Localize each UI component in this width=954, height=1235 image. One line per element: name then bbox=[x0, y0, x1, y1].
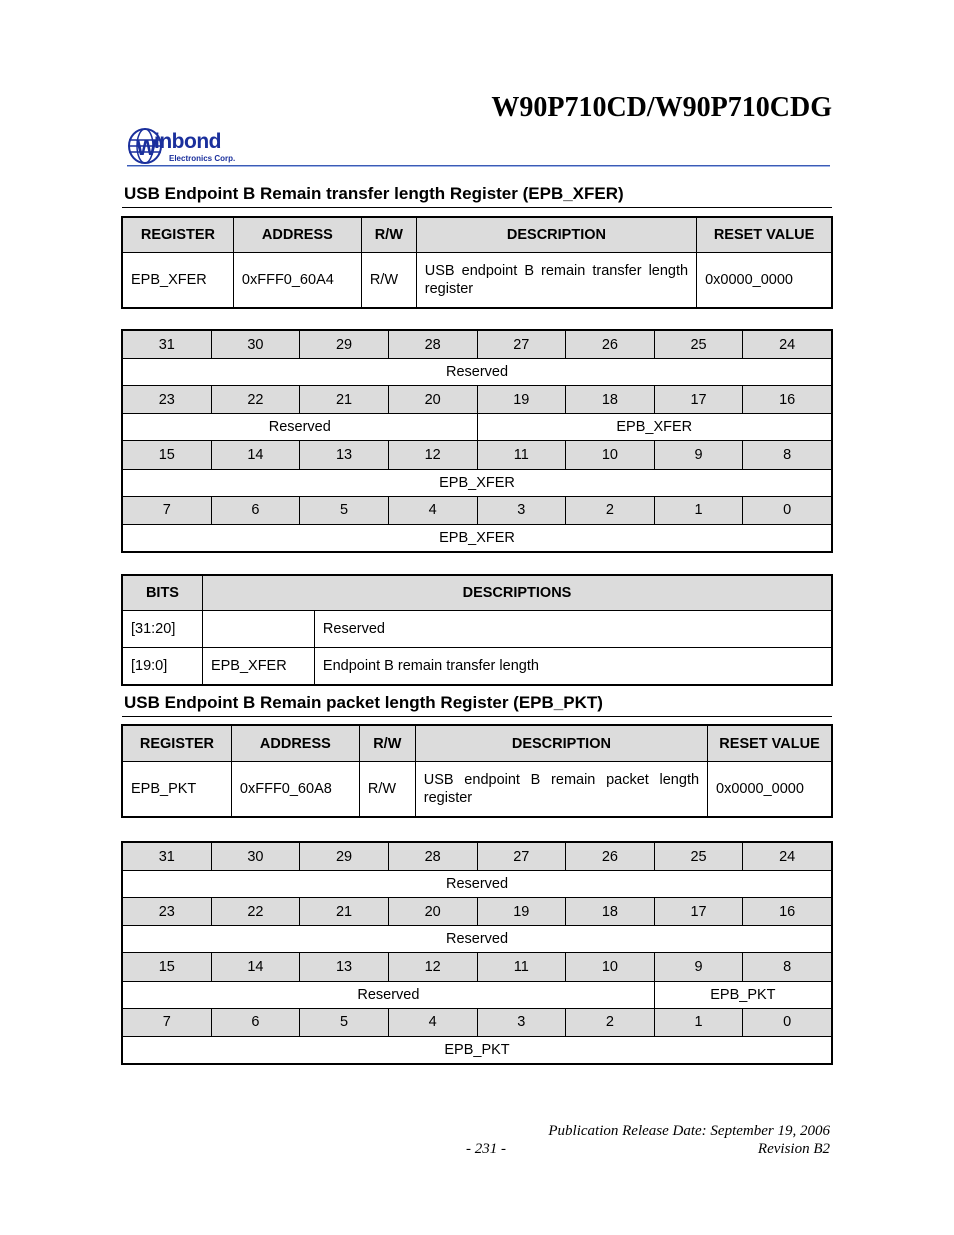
bit-number: 12 bbox=[388, 441, 477, 469]
bit-number: 9 bbox=[654, 441, 743, 469]
bit-number: 13 bbox=[300, 441, 389, 469]
bit-number: 13 bbox=[300, 953, 389, 981]
header-descriptions: DESCRIPTIONS bbox=[202, 576, 831, 611]
bit-number: 5 bbox=[300, 1008, 389, 1036]
bit-number: 21 bbox=[300, 898, 389, 926]
bit-field-row bbox=[123, 359, 832, 386]
bits-field: EPB_XFER bbox=[202, 648, 314, 685]
bit-number: 28 bbox=[388, 843, 477, 871]
bit-number: 5 bbox=[300, 496, 389, 524]
bit-number: 15 bbox=[123, 441, 212, 469]
bits-field bbox=[202, 611, 314, 648]
bit-number: 23 bbox=[123, 386, 212, 414]
register-address: 0xFFF0_60A4 bbox=[233, 253, 361, 308]
bit-number: 2 bbox=[566, 496, 655, 524]
register-table-epb-xfer bbox=[122, 217, 832, 308]
bit-number: 30 bbox=[211, 331, 300, 359]
bit-number: 18 bbox=[566, 386, 655, 414]
bit-number: 28 bbox=[388, 331, 477, 359]
header-address: ADDRESS bbox=[231, 726, 359, 762]
bit-number-row bbox=[123, 953, 832, 981]
bit-number: 17 bbox=[654, 898, 743, 926]
bit-number: 12 bbox=[388, 953, 477, 981]
bit-field: Reserved bbox=[123, 359, 832, 386]
bit-number: 24 bbox=[743, 843, 832, 871]
bit-number: 25 bbox=[654, 843, 743, 871]
bit-number: 14 bbox=[211, 441, 300, 469]
register-name: EPB_PKT bbox=[123, 762, 232, 817]
bit-number: 11 bbox=[477, 953, 566, 981]
bit-number: 19 bbox=[477, 898, 566, 926]
bit-number: 29 bbox=[300, 843, 389, 871]
bit-number-row bbox=[123, 331, 832, 359]
bit-number-row bbox=[123, 496, 832, 524]
header-rule bbox=[127, 165, 830, 167]
bit-number: 4 bbox=[388, 496, 477, 524]
logo-subtitle: Electronics Corp. bbox=[169, 154, 236, 163]
register-row bbox=[123, 762, 832, 817]
bit-number: 6 bbox=[211, 496, 300, 524]
bit-field-row bbox=[123, 524, 832, 551]
bit-number: 31 bbox=[123, 843, 212, 871]
bit-number: 17 bbox=[654, 386, 743, 414]
bit-number: 9 bbox=[654, 953, 743, 981]
bit-field: EPB_PKT bbox=[654, 981, 831, 1008]
header-rw: R/W bbox=[359, 726, 415, 762]
bit-number-row bbox=[123, 898, 832, 926]
footer-release-date: Publication Release Date: September 19, 2006 bbox=[548, 1123, 830, 1139]
bit-number-row bbox=[123, 843, 832, 871]
bit-number-row bbox=[123, 386, 832, 414]
bit-number: 22 bbox=[211, 386, 300, 414]
bit-number: 3 bbox=[477, 1008, 566, 1036]
footer-page-number: - 231 - bbox=[466, 1141, 506, 1157]
svg-text:W: W bbox=[136, 135, 157, 160]
bit-field: EPB_XFER bbox=[123, 524, 832, 551]
bit-field: EPB_XFER bbox=[477, 414, 832, 441]
bit-number: 7 bbox=[123, 1008, 212, 1036]
header-register: REGISTER bbox=[123, 726, 232, 762]
register-description: USB endpoint B remain packet length register bbox=[415, 762, 707, 817]
bits-row bbox=[123, 611, 832, 648]
bit-number: 27 bbox=[477, 331, 566, 359]
bit-field: Reserved bbox=[123, 926, 832, 953]
footer-revision: Revision B2 bbox=[757, 1141, 830, 1157]
bit-number: 24 bbox=[743, 331, 832, 359]
bit-field: Reserved bbox=[123, 981, 655, 1008]
bit-field: EPB_PKT bbox=[123, 1036, 832, 1063]
register-header-row bbox=[123, 726, 832, 762]
bit-number: 20 bbox=[388, 386, 477, 414]
bit-number: 19 bbox=[477, 386, 566, 414]
bit-number: 6 bbox=[211, 1008, 300, 1036]
bit-number: 27 bbox=[477, 843, 566, 871]
bit-number: 30 bbox=[211, 843, 300, 871]
register-description: USB endpoint B remain transfer length register bbox=[416, 253, 696, 308]
bit-field: Reserved bbox=[123, 414, 478, 441]
bit-number: 2 bbox=[566, 1008, 655, 1036]
register-address: 0xFFF0_60A8 bbox=[231, 762, 359, 817]
header-reset-value: RESET VALUE bbox=[708, 726, 832, 762]
section-rule bbox=[122, 716, 832, 717]
bit-number: 10 bbox=[566, 953, 655, 981]
bit-number: 3 bbox=[477, 496, 566, 524]
bit-field-row bbox=[123, 981, 832, 1008]
bit-field: Reserved bbox=[123, 871, 832, 898]
bit-number: 21 bbox=[300, 386, 389, 414]
header-description: DESCRIPTION bbox=[416, 218, 696, 253]
bit-field-row bbox=[123, 469, 832, 496]
bit-number: 8 bbox=[743, 441, 832, 469]
bit-number: 23 bbox=[123, 898, 212, 926]
register-table-epb-pkt bbox=[122, 725, 832, 817]
logo-word: inbond bbox=[154, 130, 221, 153]
bit-number: 31 bbox=[123, 331, 212, 359]
bit-number: 16 bbox=[743, 898, 832, 926]
winbond-logo bbox=[127, 126, 252, 166]
bit-number: 26 bbox=[566, 331, 655, 359]
bit-number: 7 bbox=[123, 496, 212, 524]
register-row bbox=[123, 253, 832, 308]
bit-number: 26 bbox=[566, 843, 655, 871]
document-title: W90P710CD/W90P710CDG bbox=[491, 92, 832, 123]
bit-number: 29 bbox=[300, 331, 389, 359]
bit-field-row bbox=[123, 414, 832, 441]
bit-number: 14 bbox=[211, 953, 300, 981]
bits-row bbox=[123, 648, 832, 685]
bit-field-row bbox=[123, 1036, 832, 1063]
register-rw: R/W bbox=[359, 762, 415, 817]
bits-range: [31:20] bbox=[123, 611, 203, 648]
bits-header-row bbox=[123, 576, 832, 611]
bit-number-row bbox=[123, 1008, 832, 1036]
register-rw: R/W bbox=[361, 253, 416, 308]
bit-layout-table-epb-xfer bbox=[122, 330, 832, 552]
bit-number: 16 bbox=[743, 386, 832, 414]
bit-number: 10 bbox=[566, 441, 655, 469]
register-name: EPB_XFER bbox=[123, 253, 234, 308]
register-reset-value: 0x0000_0000 bbox=[708, 762, 832, 817]
bit-number: 11 bbox=[477, 441, 566, 469]
bit-number: 18 bbox=[566, 898, 655, 926]
header-rw: R/W bbox=[361, 218, 416, 253]
bit-field: EPB_XFER bbox=[123, 469, 832, 496]
bit-number: 20 bbox=[388, 898, 477, 926]
header-description: DESCRIPTION bbox=[415, 726, 707, 762]
bit-number: 8 bbox=[743, 953, 832, 981]
bit-layout-table-epb-pkt bbox=[122, 842, 832, 1064]
bit-number: 0 bbox=[743, 1008, 832, 1036]
register-header-row bbox=[123, 218, 832, 253]
header-address: ADDRESS bbox=[233, 218, 361, 253]
register-reset-value: 0x0000_0000 bbox=[697, 253, 832, 308]
header-reset-value: RESET VALUE bbox=[697, 218, 832, 253]
bit-number-row bbox=[123, 441, 832, 469]
bit-number: 0 bbox=[743, 496, 832, 524]
bit-number: 1 bbox=[654, 1008, 743, 1036]
bit-number: 15 bbox=[123, 953, 212, 981]
header-bits: BITS bbox=[123, 576, 203, 611]
bit-number: 25 bbox=[654, 331, 743, 359]
bit-number: 1 bbox=[654, 496, 743, 524]
section-title-epb-xfer: USB Endpoint B Remain transfer length Register (EPB_XFER) bbox=[124, 184, 624, 203]
section-rule bbox=[122, 207, 832, 208]
section-title-epb-pkt: USB Endpoint B Remain packet length Register (EPB_PKT) bbox=[124, 693, 603, 712]
header-register: REGISTER bbox=[123, 218, 234, 253]
bits-description: Endpoint B remain transfer length bbox=[314, 648, 831, 685]
bits-range: [19:0] bbox=[123, 648, 203, 685]
bit-field-row bbox=[123, 926, 832, 953]
bits-description-table-epb-xfer bbox=[122, 575, 832, 685]
bit-number: 22 bbox=[211, 898, 300, 926]
bit-field-row bbox=[123, 871, 832, 898]
bit-number: 4 bbox=[388, 1008, 477, 1036]
bits-description: Reserved bbox=[314, 611, 831, 648]
